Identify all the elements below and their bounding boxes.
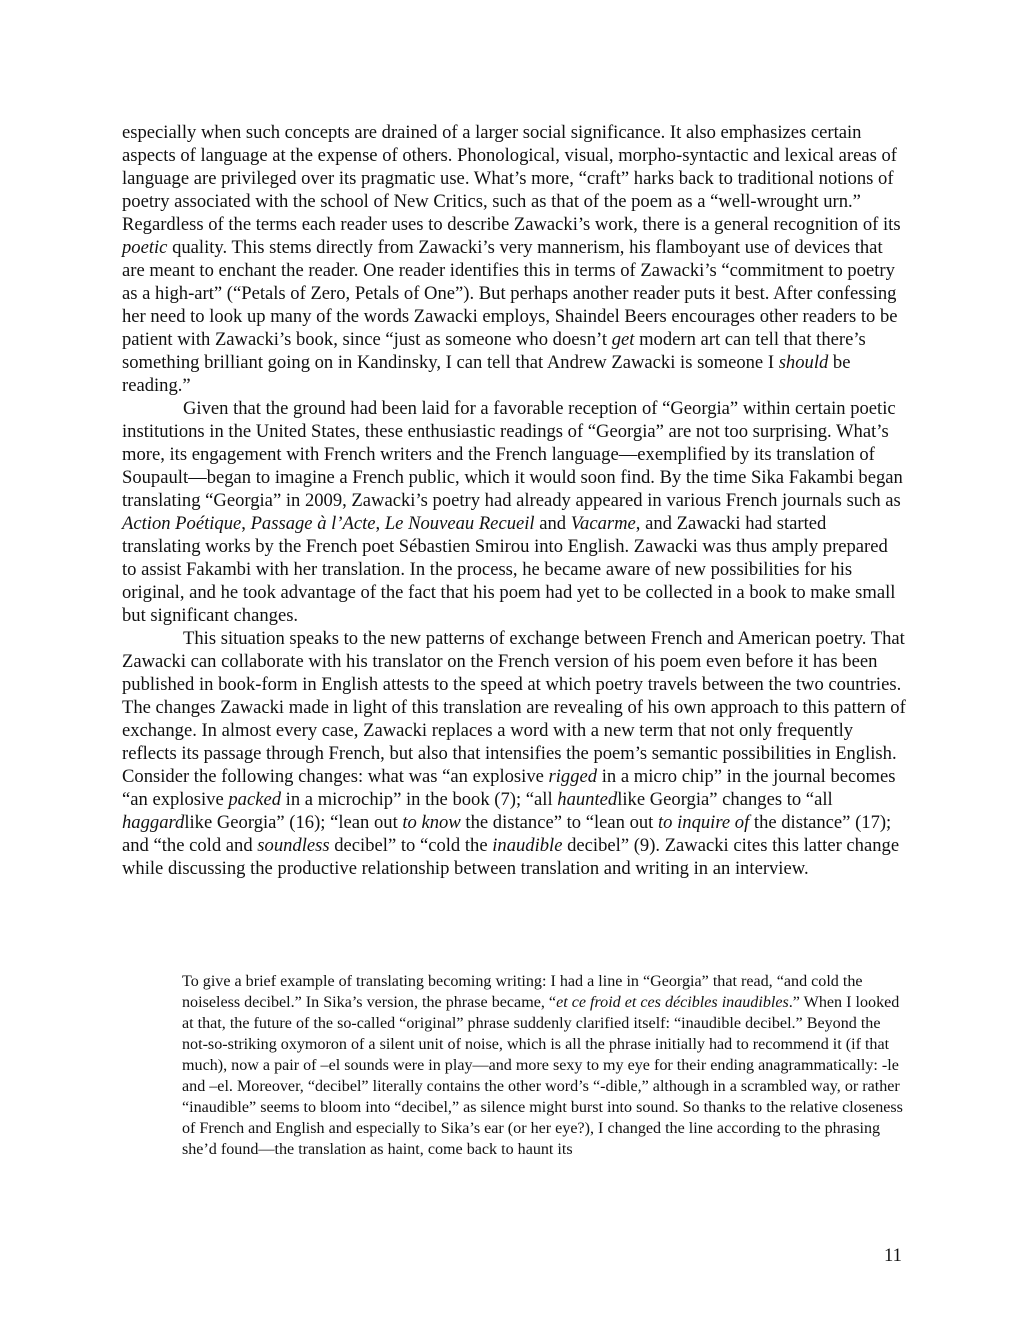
- block-quote-text: To give a brief example of translating becoming writing: I had a line in “Georgia” that read, “and cold the noiseless decibel.” In Sika’s version, the phrase became, “et ce froid et ces décibles inaudibles.” When I looked at that, the future of the so-called “original” phrase suddenly clarified itself: “inaudible decibel.” Beyond the not-so-striking oxymoron of a silent unit of noise, which is all the phrase initially had to recommend it (if that much), now a pair of –el sounds were in play—and more sexy to my eye for their ending anagrammatically: -le and –el. Moreover, “decibel” literally contains the other word’s “-dible,” although in a scrambled way, or rather “inaudible” seems to bloom into “decibel,” as silence might burst into sound. So thanks to the relative closeness of French and English and especially to Sika’s ear (or her eye?), I changed the line according to the phrasing she’d found—the translation as haint, come back to haunt its: [182, 973, 903, 1158]
- paragraph-1: especially when such concepts are drained of a larger social significance. It also emphasizes certain aspects of language at the expense of others. Phonological, visual, morpho-syntactic and lexical areas of language are privileged over its pragmatic use. What’s more, “craft” harks back to traditional notions of poetry associated with the school of New Critics, such as that of the poem as a “well-wrought urn.” Regardless of the terms each reader uses to describe Zawacki’s work, there is a general recognition of its poetic quality. This stems directly from Zawacki’s very mannerism, his flamboyant use of devices that are meant to enchant the reader. One reader identifies this in terms of Zawacki’s “commitment to poetry as a high-art” (“Petals of Zero, Petals of One”). But perhaps another reader puts it best. After confessing her need to look up many of the words Zawacki employs, Shaindel Beers encourages other readers to be patient with Zawacki’s book, since “just as someone who doesn’t get modern art can tell that there’s something brilliant going on in Kandinsky, I can tell that Andrew Zawacki is someone I should be reading.”: [122, 122, 901, 396]
- paragraph-3: This situation speaks to the new patterns of exchange between French and American poetry. That Zawacki can collaborate with his translator on the French version of his poem even before it has been published in book-form in English attests to the speed at which poetry travels between the two countries. The changes Zawacki made in light of this translation are revealing of his own approach to this pattern of exchange. In almost every case, Zawacki replaces a word with a new term that not only frequently reflects its passage through French, but also that intensifies the poem’s semantic possibilities in English. Consider the following changes: what was “an explosive rigged in a micro chip” in the journal becomes “an explosive packed in a microchip” in the book (7); “all hauntedlike Georgia” changes to “all haggardlike Georgia” (16); “lean out to know the distance” to “lean out to inquire of the distance” (17); and “the cold and soundless decibel” to “cold the inaudible decibel” (9). Zawacki cites this latter change while discussing the productive relationship between translation and writing in an interview.: [122, 628, 906, 879]
- paragraph-2: Given that the ground had been laid for a favorable reception of “Georgia” within certain poetic institutions in the United States, these enthusiastic readings of “Georgia” are not too surprising. What’s more, its engagement with French writers and the French language—exemplified by its translation of Soupault—began to imagine a French public, which it would soon find. By the time Sika Fakambi began translating “Georgia” in 2009, Zawacki’s poetry had already appeared in various French journals such as Action Poétique, Passage à l’Acte, Le Nouveau Recueil and Vacarme, and Zawacki had started translating works by the French poet Sébastien Smirou into English. Zawacki was thus amply prepared to assist Fakambi with her translation. In the process, he became aware of new possibilities for his original, and he took advantage of the fact that his poem had yet to be collected in a book to make small but significant changes.: [122, 398, 903, 626]
- page-number: 11: [884, 1245, 902, 1266]
- block-quote: [182, 971, 906, 1160]
- body-text: [122, 121, 906, 880]
